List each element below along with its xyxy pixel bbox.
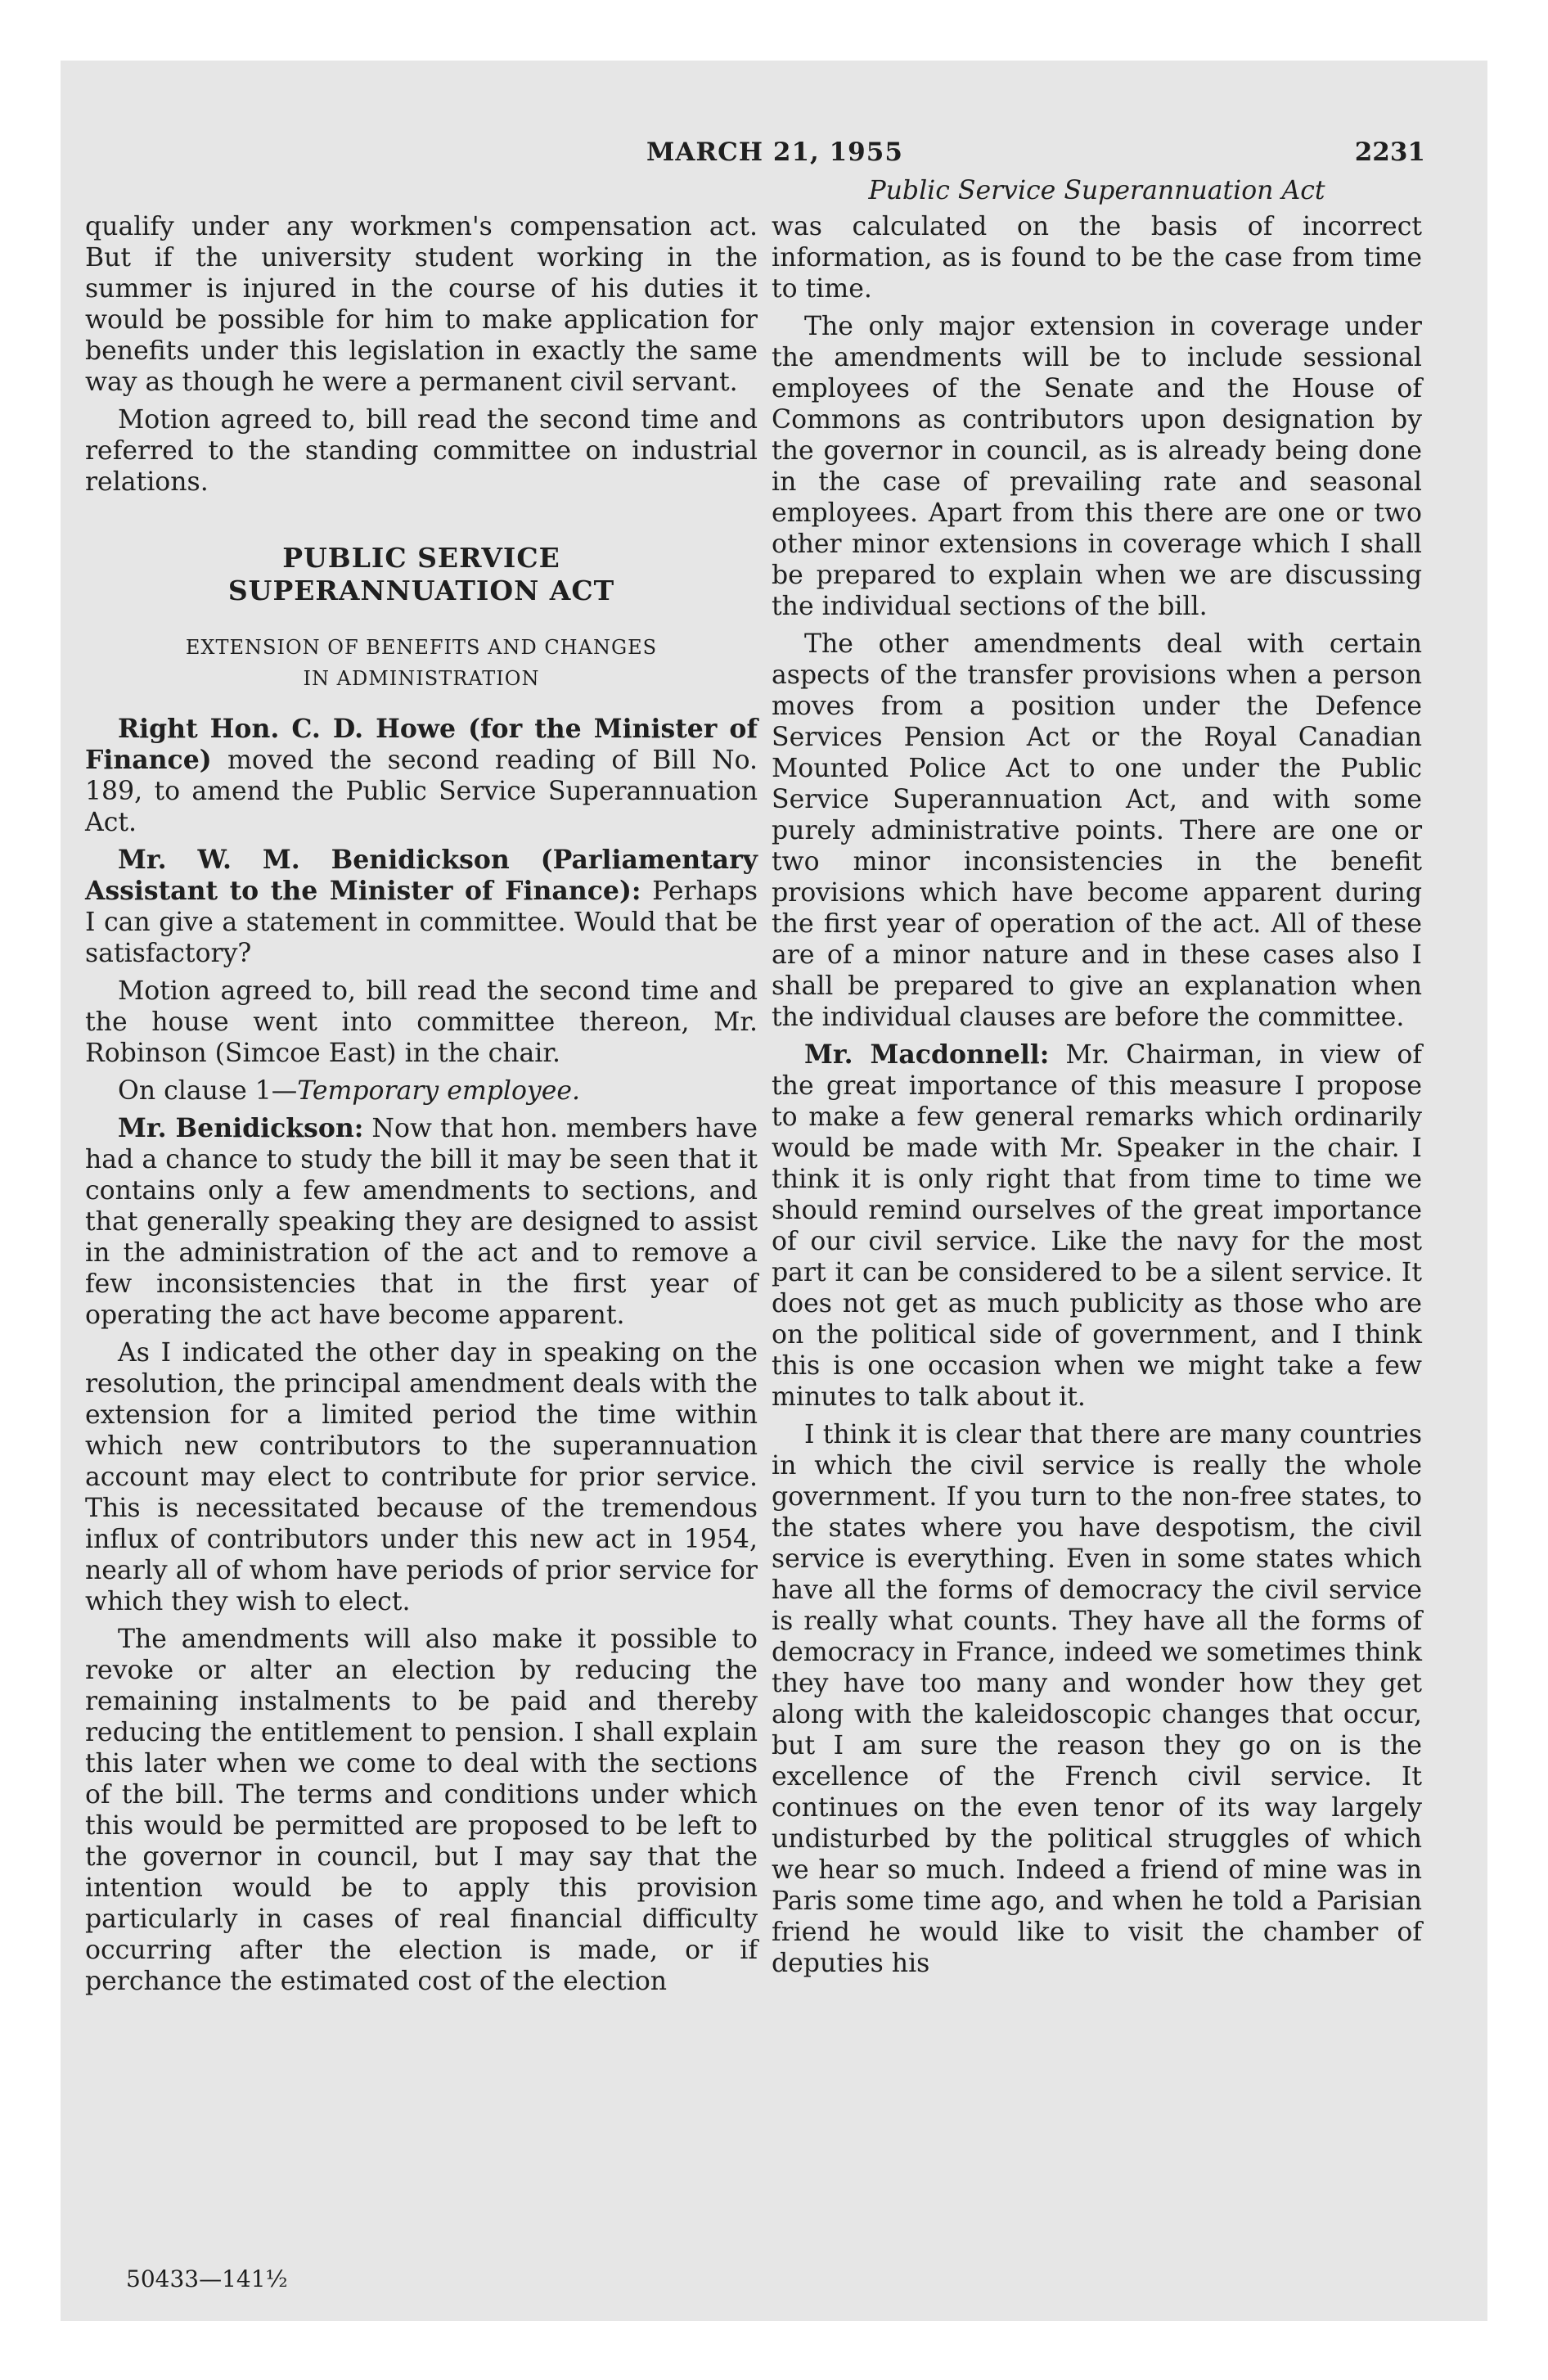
paragraph: qualify under any workmen's compensation act. But if the university student working in the summer is injured in the course of his duties it would be possible for him to make application for benefits under this legislation in exactly the same way as though he were a permanent civil servant. <box>85 212 758 397</box>
clause-line <box>85 1075 758 1107</box>
section-title-line: SUPERANNUATION ACT <box>227 575 615 606</box>
header-date: MARCH 21, 1955 <box>646 137 903 167</box>
paragraph: The only major extension in coverage under the amendments will be to include sessional employees of the Senate and the House of Commons as contributors upon designation by the governor in council, as is already being done in the case of prevailing rate and seasonal employees. Apart from this there are one or two other minor extensions in coverage which I shall be prepared to explain when we are discussing the individual sections of the bill. <box>772 312 1422 621</box>
speech-paragraph <box>772 1039 1422 1413</box>
left-column <box>85 211 758 2004</box>
speech-text: Perhaps I can give a statement in committee. Would that be satisfactory? <box>85 877 758 968</box>
speaker-name: Mr. W. M. Benidickson (Parliamentary Assistant to the Minister of Finance): <box>85 845 758 906</box>
clause-lead: On clause 1— <box>118 1076 298 1106</box>
paragraph: The other amendments deal with certain aspects of the transfer provisions when a person moves from a position under the Defence Services Pension Act or the Royal Canadian Mounted Police Act to one under the Public Service Superannuation Act, and with some purely administrative points. There are one or two minor inconsistencies in the benefit provisions which have become apparent during the first year of operation of the act. All of these are of a minor nature and in these cases also I shall be prepared to give an explanation when the individual clauses are before the committee. <box>772 629 1422 1032</box>
page-header <box>0 137 1548 170</box>
section-subtitle-line: IN ADMINISTRATION <box>303 667 540 690</box>
paragraph: I think it is clear that there are many countries in which the civil service is really the whole government. If you turn to the non-free states, to the states where you have despotism, the civil service is everything. Even in some states which have all the forms of democracy the civil service is really what counts. They have all the forms of democracy in France, indeed we sometimes think they have too many and wonder how they get along with the kaleidoscopic changes that occur, but I am sure the reason they go on is the excellence of the French civil service. It continues on the even tenor of its way largely undisturbed by the political struggles of which we hear so much. Indeed a friend of mine was in Paris some time ago, and when he told a Parisian friend he would like to visit the chamber of deputies his <box>772 1420 1422 1978</box>
section-title <box>85 542 758 607</box>
paragraph: Motion agreed to, bill read the second time and referred to the standing committee on industrial relations. <box>85 405 758 497</box>
paragraph: The amendments will also make it possible to revoke or alter an election by reducing the remaining instalments to be paid and thereby reducing the entitlement to pension. I shall explain this later when we come to deal with the sections of the bill. The terms and conditions under which this would be permitted are proposed to be left to the governor in council, but I may say that the intention would be to apply this provision particularly in cases of real financial difficulty occurring after the election is made, or if perchance the estimated cost of the election <box>85 1625 758 1996</box>
running-head: Public Service Superannuation Act <box>868 176 1325 205</box>
speaker-name: Right Hon. C. D. Howe (for the Minister of Finance) <box>85 714 758 775</box>
clause-title: Temporary employee. <box>297 1076 580 1106</box>
section-subtitle <box>85 632 758 694</box>
speech-text: Mr. Chairman, in view of the great importance of this measure I propose to make a few general remarks which ordinarily would be made with Mr. Speaker in the chair. I think it is only right that from time to time we should remind ourselves of the great importance of our civil service. Like the navy for the most part it can be considered to be a silent service. It does not get as much publicity as those who are on the political side of government, and I think this is one occasion when we might take a few minutes to talk about it. <box>772 1040 1423 1412</box>
section-subtitle-line: EXTENSION OF BENEFITS AND CHANGES <box>185 636 658 659</box>
section-title-line: PUBLIC SERVICE <box>282 542 560 574</box>
right-column <box>772 175 1422 1986</box>
speech-paragraph <box>85 845 758 969</box>
paragraph: As I indicated the other day in speaking on the resolution, the principal amendment deals with the extension for a limited period the time within which new contributors to the superannuation account may elect to contribute for prior service. This is necessitated because of the tremendous influx of contributors under this new act in 1954, nearly all of whom have periods of prior service for which they wish to elect. <box>85 1338 758 1616</box>
speech-text: moved the second reading of Bill No. 189, to amend the Public Service Superannuation Act. <box>85 746 758 837</box>
speaker-name: Mr. Benidickson: <box>118 1113 364 1143</box>
speech-paragraph <box>85 714 758 838</box>
speech-paragraph <box>85 1113 758 1331</box>
footer-code: 50433—141½ <box>126 2265 288 2292</box>
page-number: 2231 <box>1354 137 1425 167</box>
paragraph: was calculated on the basis of incorrect information, as is found to be the case from time to time. <box>772 212 1422 304</box>
speaker-name: Mr. Macdonnell: <box>804 1039 1050 1070</box>
paragraph: Motion agreed to, bill read the second time and the house went into committee thereon, Mr. Robinson (Simcoe East) in the chair. <box>85 976 758 1068</box>
speech-text: Now that hon. members have had a chance to study the bill it may be seen that it contains only a few amendments to sections, and that generally speaking they are designed to assist in the administration of the act and to remove a few inconsistencies that in the first year of operating the act have become apparent. <box>85 1114 758 1330</box>
